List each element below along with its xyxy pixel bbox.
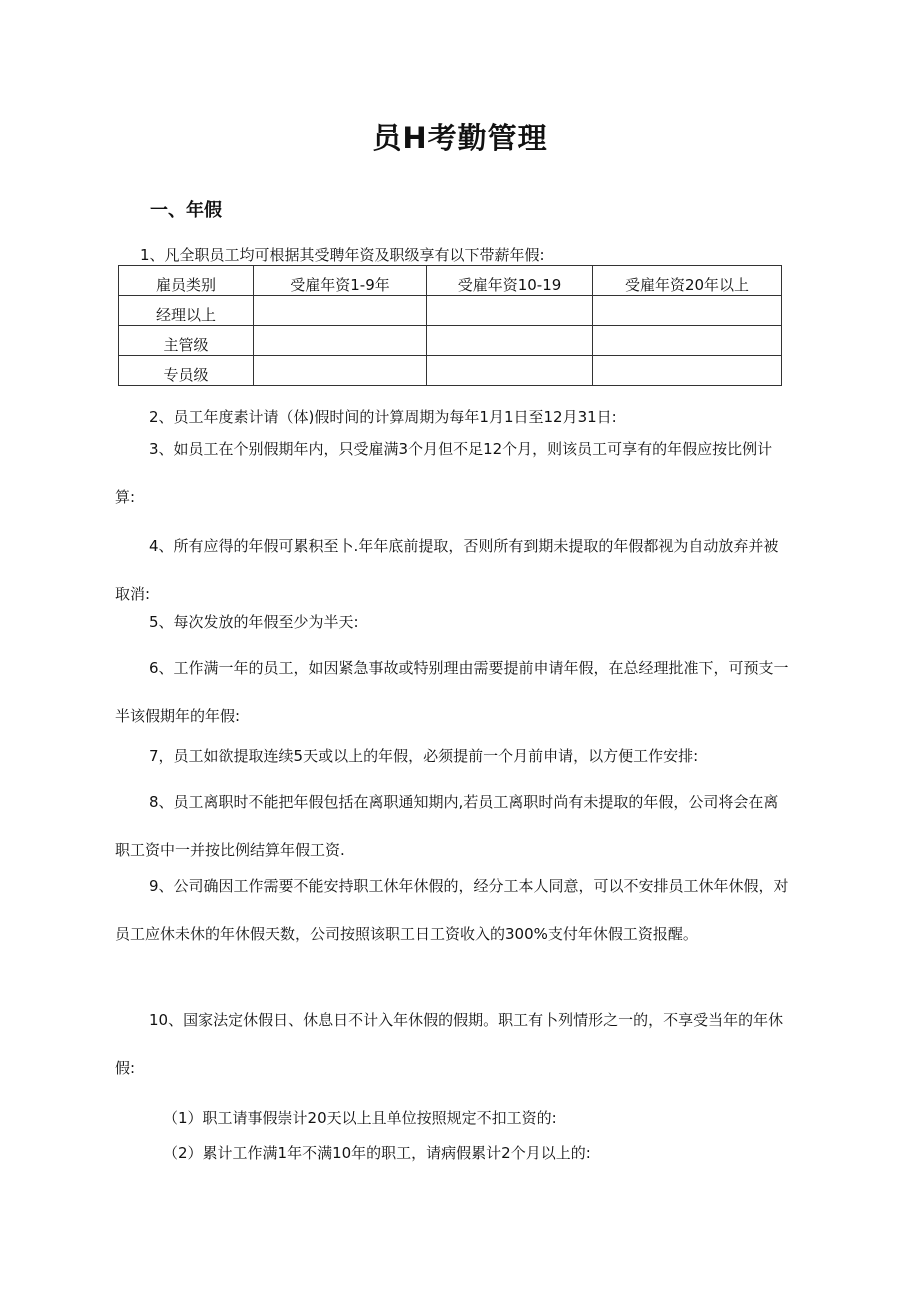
table-header-cell (593, 266, 782, 296)
section-heading: 一、年假 (150, 200, 222, 221)
table-cell (427, 356, 593, 386)
table-cell (593, 296, 782, 326)
table-header-cell (119, 266, 254, 296)
table-cell (119, 356, 254, 386)
paragraph-8: 8、员工离职时不能把年假包括在离职通知期内,若员工离职时尚有未提取的年假，公司将会在离职工资中一并按比例结算年假工资. (115, 793, 779, 859)
table-cell (119, 326, 254, 356)
intro-paragraph: 1、凡全职员工均可根据其受聘年资及职级享有以下带薪年假: (140, 246, 545, 264)
table-header-cell (254, 266, 427, 296)
table-cell (593, 356, 782, 386)
paragraph-4: 4、所有应得的年假可累积至卜.年年底前提取，否则所有到期未提取的年假都视为自动放弃并被取消: (115, 537, 779, 603)
paragraph-9: 9、公司确因工作需要不能安持职工休年休假的，经分工本人同意，可以不安排员工休年休假，对员工应休未休的年休假天数，公司按照该职工日工资收入的300%支付年休假工资报醒。 (115, 877, 789, 943)
paragraph-10: 10、国家法定休假日、休息日不计入年休假的假期。职工有卜列情形之一的，不享受当年的年休假: (115, 1011, 784, 1077)
table-header-row (119, 266, 782, 296)
row-label-specialist: 专员级 (163, 366, 209, 384)
row-label-supervisor: 主管级 (163, 336, 209, 354)
table-header-cell (427, 266, 593, 296)
table-cell (593, 326, 782, 356)
table-cell (254, 326, 427, 356)
header-tenure-20-plus: 受雇年资20年以上 (624, 276, 750, 294)
header-employee-category: 雇员类别 (155, 276, 216, 294)
paragraph-2: 2、员工年度素计请（体)假时间的计算周期为每年1月1日至12月31日: (149, 408, 617, 426)
sub-item-1: （1）职工请事假崇计20天以上且单位按照规定不扣工资的: (163, 1109, 557, 1127)
row-label-manager: 经理以上 (155, 306, 216, 324)
table-cell (427, 296, 593, 326)
header-tenure-10-19: 受雇年资10-19 (457, 276, 562, 294)
table-cell (427, 326, 593, 356)
table-row (119, 326, 782, 356)
paragraph-6: 6、工作满一年的员工，如因紧急事故或特别理由需要提前申请年假，在总经理批准下，可预支一半该假期年的年假: (115, 659, 789, 725)
table-row (119, 296, 782, 326)
table-cell (254, 296, 427, 326)
annual-leave-table (118, 265, 782, 386)
paragraph-7: 7，员工如欲提取连续5天或以上的年假，必须提前一个月前申请，以方便工作安排: (149, 747, 699, 765)
table-row (119, 356, 782, 386)
paragraph-5: 5、每次发放的年假至少为半天: (149, 613, 359, 631)
header-tenure-1-9: 受雇年资1-9年 (290, 276, 390, 294)
sub-item-2: （2）累计工作满1年不满10年的职工，请病假累计2个月以上的: (163, 1144, 591, 1162)
table-cell (119, 296, 254, 326)
table-cell (254, 356, 427, 386)
document-title: 员H考勤管理 (372, 121, 548, 155)
paragraph-3: 3、如员工在个别假期年内，只受雇满3个月但不足12个月，则该员工可享有的年假应按比例计算: (115, 440, 773, 506)
